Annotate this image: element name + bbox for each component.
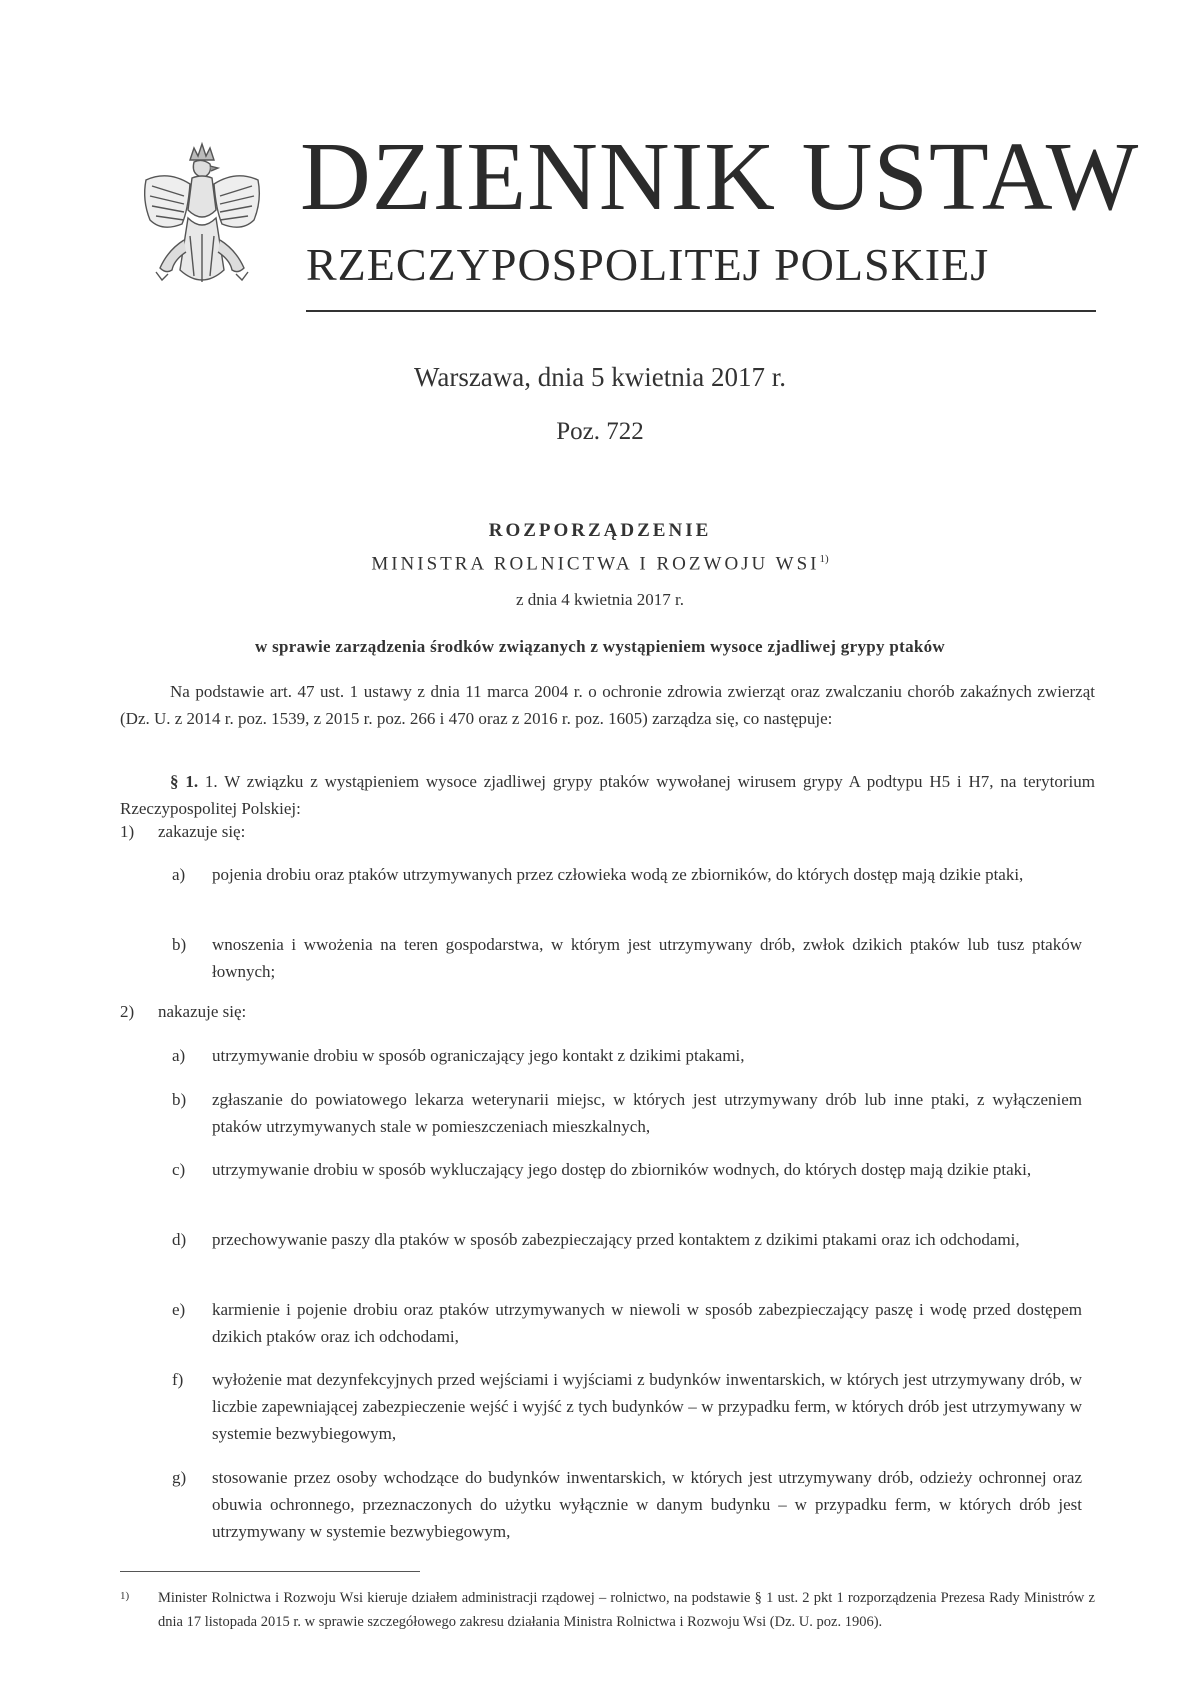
list-item-text: nakazuje się: bbox=[158, 1002, 247, 1021]
sub-item-letter: b) bbox=[172, 935, 187, 954]
preamble: Na podstawie art. 47 ust. 1 ustawy z dnia 11 marca 2004 r. o ochronie zdrowia zwierząt oraz zwalczaniu chorób zakaźnych zwierząt (Dz. U. z 2014 r. poz. 1539, z 2015 r. poz. 266 i 470 oraz z 2016 r. poz. 1605) zarządza się, co następuje: bbox=[120, 682, 1095, 728]
act-type: ROZPORZĄDZENIE bbox=[488, 520, 712, 541]
header-divider bbox=[306, 310, 1096, 312]
sub-item-letter: g) bbox=[172, 1468, 187, 1487]
journal-subtitle: RZECZYPOSPOLITEJ POLSKIEJ bbox=[306, 239, 990, 290]
sub-item-text: zgłaszanie do powiatowego lekarza weterynarii miejsc, w których jest utrzymywany drób lub inne ptaki, z wyłączeniem ptaków utrzymywanych stale w pomieszczeniach mieszkalnych, bbox=[212, 1090, 1082, 1136]
sub-item-text: przechowywanie paszy dla ptaków w sposób zabezpieczający przed kontaktem z dzikimi ptakami oraz ich odchodami, bbox=[212, 1230, 1020, 1249]
sub-item-letter: a) bbox=[172, 1046, 186, 1065]
position-number: Poz. 722 bbox=[556, 418, 644, 445]
paragraph-1-text: 1. W związku z wystąpieniem wysoce zjadliwej grypy ptaków wywołanej wirusem grypy A podtypu H5 i H7, na terytorium Rzeczypospolitej Polskiej: bbox=[120, 772, 1095, 818]
journal-title: DZIENNIK USTAW bbox=[300, 123, 1140, 231]
sub-item-letter: c) bbox=[172, 1160, 186, 1179]
act-subject: w sprawie zarządzenia środków związanych z wystąpieniem wysoce zjadliwej grypy ptaków bbox=[254, 637, 945, 656]
sub-item-text: wnoszenia i wwożenia na teren gospodarstwa, w którym jest utrzymywany drób, zwłok dzikich ptaków lub tusz ptaków łownych; bbox=[212, 935, 1082, 981]
list-item-text: zakazuje się: bbox=[158, 822, 246, 841]
sub-item-letter: a) bbox=[172, 865, 186, 884]
sub-item-text: utrzymywanie drobiu w sposób ograniczający jego kontakt z dzikimi ptakami, bbox=[212, 1046, 745, 1065]
act-date: z dnia 4 kwietnia 2017 r. bbox=[515, 590, 685, 609]
list-item-number: 1) bbox=[120, 822, 135, 841]
paragraph-1 bbox=[120, 768, 1095, 822]
footnote-divider bbox=[120, 1571, 420, 1572]
sub-item-text: karmienie i pojenie drobiu oraz ptaków utrzymywanych w niewoli w sposób zabezpieczający paszę i wodę przed dostępem dzikich ptaków oraz ich odchodami, bbox=[212, 1300, 1082, 1346]
sub-item-text: pojenia drobiu oraz ptaków utrzymywanych przez człowieka wodą ze zbiorników, do których dostęp mają dzikie ptaki, bbox=[212, 865, 1024, 884]
footnote-reference: 1) bbox=[819, 553, 829, 565]
paragraph-1-number: § 1. bbox=[170, 772, 199, 791]
sub-item-letter: e) bbox=[172, 1300, 186, 1319]
publication-date: Warszawa, dnia 5 kwietnia 2017 r. bbox=[414, 362, 786, 392]
footnote-mark: 1) bbox=[120, 1590, 130, 1602]
act-author bbox=[0, 553, 1200, 575]
sub-item-text: stosowanie przez osoby wchodzące do budynków inwentarskich, w których jest utrzymywany drób, odzieży ochronnej oraz obuwia ochronnego, przeznaczonych do użytku wyłącznie w danym budynku – w przypadku ferm, w których drób jest utrzymywany w systemie bezwybiegowym, bbox=[212, 1468, 1082, 1541]
act-author-name: MINISTRA ROLNICTWA I ROZWOJU WSI bbox=[371, 553, 820, 575]
sub-item-letter: d) bbox=[172, 1230, 187, 1249]
sub-item-text: utrzymywanie drobiu w sposób wykluczający jego dostęp do zbiorników wodnych, do których dostęp mają dzikie ptaki, bbox=[212, 1160, 1032, 1179]
sub-item-letter: b) bbox=[172, 1090, 187, 1109]
footnote-text: Minister Rolnictwa i Rozwoju Wsi kieruje działem administracji rządowej – rolnictwo, na podstawie § 1 ust. 2 pkt 1 rozporządzenia Prezesa Rady Ministrów z dnia 17 listopada 2015 r. w sprawie szczegółowego zakresu działania Ministra Rolnictwa i Rozwoju Wsi (Dz. U. poz. 1906). bbox=[158, 1590, 1095, 1630]
sub-item-text: wyłożenie mat dezynfekcyjnych przed wejściami i wyjściami z budynków inwentarskich, w których jest utrzymywany drób, w liczbie zapewniającej zabezpieczenie wejść i wyjść z tych budynków – w przypadku ferm, w których drób jest utrzymywany w systemie bezwybiegowym, bbox=[212, 1370, 1082, 1443]
polish-eagle-emblem-icon bbox=[138, 140, 266, 302]
list-item-number: 2) bbox=[120, 1002, 135, 1021]
sub-item-letter: f) bbox=[172, 1370, 184, 1389]
